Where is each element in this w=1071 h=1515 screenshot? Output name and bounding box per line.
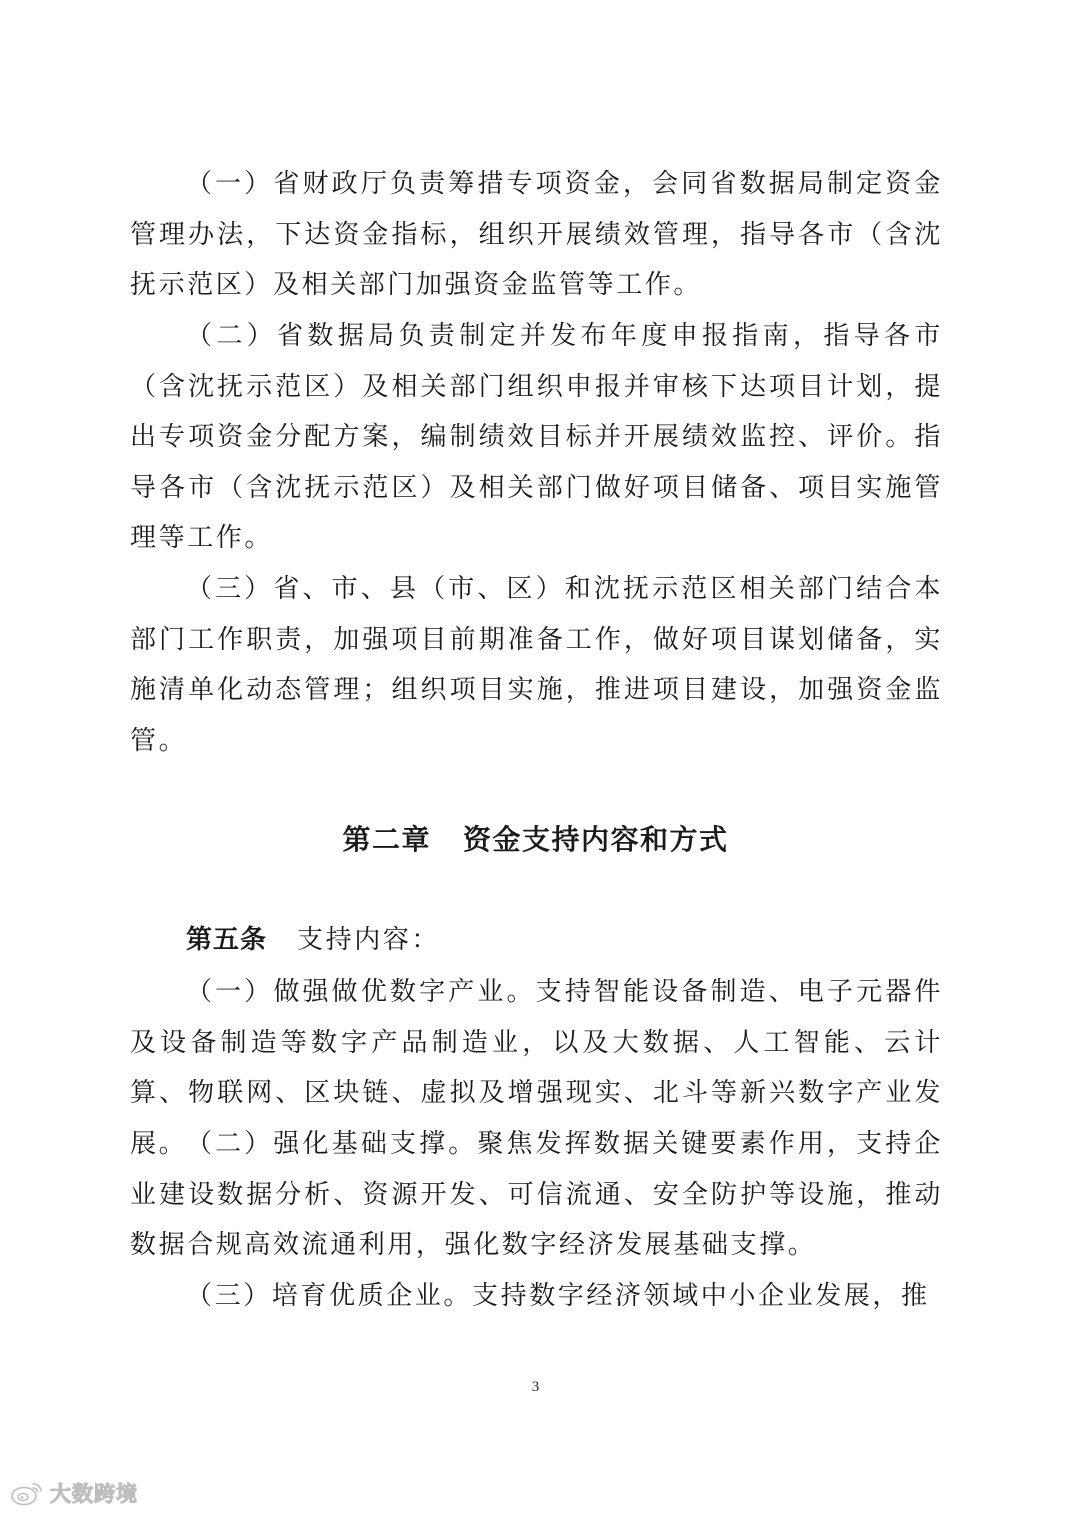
watermark <box>10 1478 138 1508</box>
article-text: 支持内容： <box>297 925 441 955</box>
page-number: 3 <box>531 1379 540 1395</box>
paragraph-digital-industry: （一）做强做优数字产业。支持智能设备制造、电子元器件及设备制造等数字产品制造业，以及大数据、人工智能、云计算、物联网、区块链、虚拟及增强现实、北斗等新兴数字产业发展。 <box>130 977 943 1159</box>
weibo-logo-icon <box>10 1479 44 1507</box>
watermark-text: 大数跨境 <box>50 1482 138 1506</box>
paragraph-duty-local-departments: （三）省、市、县（市、区）和沈抚示范区相关部门结合本部门工作职责，加强项目前期准备工作，做好项目谋划储备，实施清单化动态管理；组织项目实施，推进项目建设，加强资金监管。 <box>130 574 943 756</box>
chapter-title: 资金支持内容和方式 <box>463 823 729 856</box>
chapter-number: 第二章 <box>342 823 431 856</box>
article-heading <box>186 915 440 965</box>
chapter-heading <box>0 815 1071 865</box>
paragraph-quality-enterprises: （三）培育优质企业。支持数字经济领域中小企业发展，推 <box>186 1281 930 1311</box>
article-label: 第五条 <box>186 925 268 955</box>
paragraph-duty-data-bureau: （二）省数据局负责制定并发布年度申报指南，指导各市（含沈抚示范区）及相关部门组织申报并审核下达项目计划，提出专项资金分配方案，编制绩效目标并开展绩效监控、评价。指导各市（含沈抚示范区）及相关部门做好项目储备、项目实施管理等工作。 <box>130 321 943 554</box>
paragraph-infrastructure-support: （二）强化基础支撑。聚焦发挥数据关键要素作用，支持企业建设数据分析、资源开发、可信流通、安全防护等设施，推动数据合规高效流通利用，强化数字经济发展基础支撑。 <box>130 1129 943 1261</box>
paragraph-duty-finance: （一）省财政厅负责筹措专项资金，会同省数据局制定资金管理办法，下达资金指标，组织开展绩效管理，指导各市（含沈抚示范区）及相关部门加强资金监管等工作。 <box>130 169 943 301</box>
